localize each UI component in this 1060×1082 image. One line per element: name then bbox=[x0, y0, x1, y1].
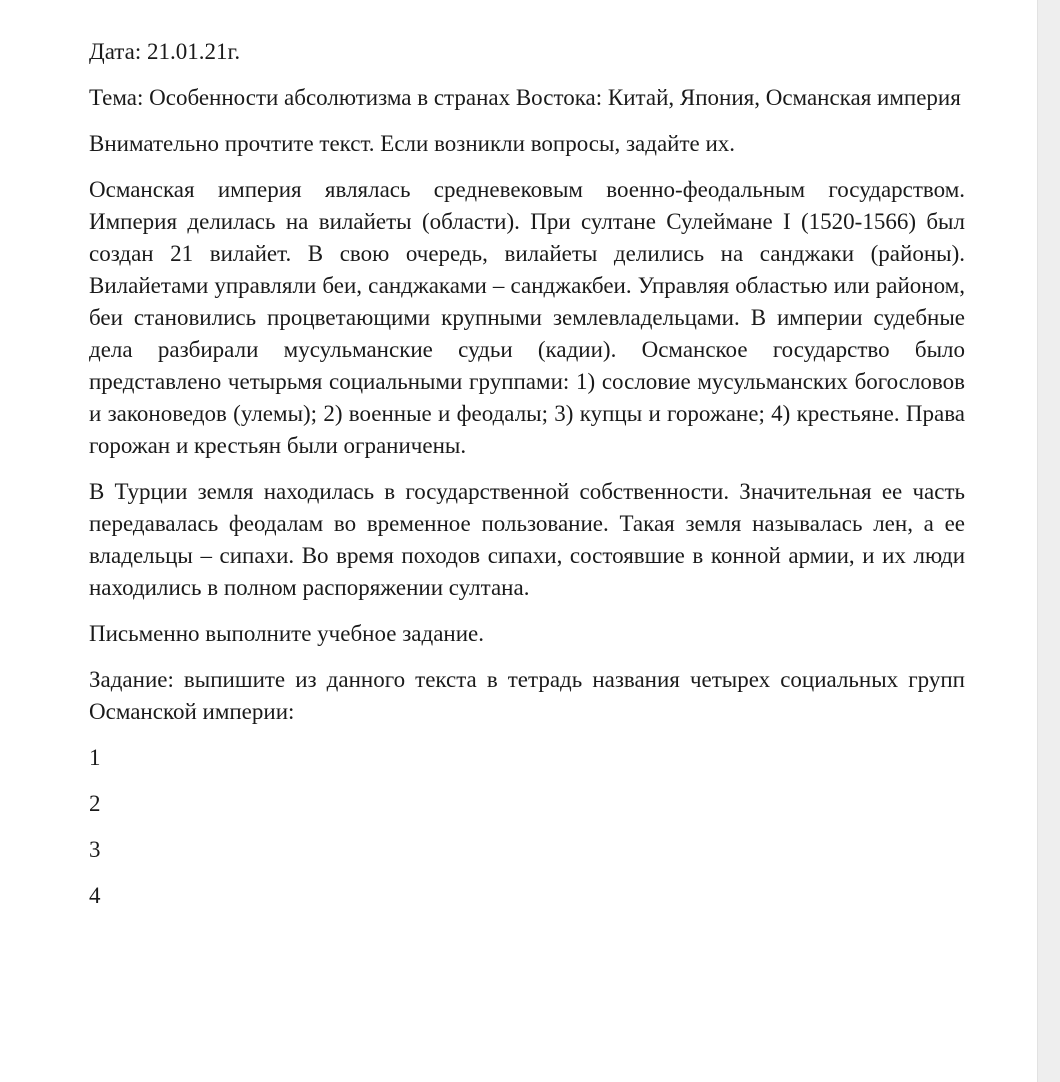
paragraph-ottoman-empire: Османская империя являлась средневековым военно-феодальным государством. Империя делилась на вилайеты (области). При султане Сулеймане I (1520-1566) был создан 21 вилайет. В свою очередь, вилайеты делились на санджаки (районы). Вилайетами управляли беи, санджаками – санджакбеи. Управляя областью или районом, беи становились процветающими крупными землевладельцами. В империи судебные дела разбирали мусульманские судьи (кадии). Османское государство было представлено четырьмя социальными группами: 1) сословие мусульманских богословов и законоведов (улемы); 2) военные и феодалы; 3) купцы и горожане; 4) крестьяне. Права горожан и крестьян были ограничены. bbox=[89, 177, 965, 458]
paragraph-land-ownership: В Турции земля находилась в государственной собственности. Значительная ее часть передавалась феодалам во временное пользование. Такая земля называлась лен, а ее владельцы – сипахи. Во время походов сипахи, состоявшие в конной армии, и их люди находились в полном распоряжении султана. bbox=[89, 479, 965, 600]
right-gutter bbox=[1037, 0, 1060, 1082]
task-text: Задание: выпишите из данного текста в тетрадь названия четырех социальных групп Османской империи: bbox=[89, 667, 965, 724]
date-line: Дата: 21.01.21г. bbox=[89, 39, 241, 64]
answer-number-2: 2 bbox=[89, 791, 101, 816]
answer-number-1: 1 bbox=[89, 745, 101, 770]
topic-line: Тема: Особенности абсолютизма в странах Востока: Китай, Япония, Османская империя bbox=[89, 85, 961, 110]
write-instruction: Письменно выполните учебное задание. bbox=[89, 621, 484, 646]
answer-number-3: 3 bbox=[89, 837, 101, 862]
answer-number-4: 4 bbox=[89, 883, 101, 908]
read-instruction: Внимательно прочтите текст. Если возникли вопросы, задайте их. bbox=[89, 131, 736, 156]
document-body bbox=[89, 36, 965, 926]
